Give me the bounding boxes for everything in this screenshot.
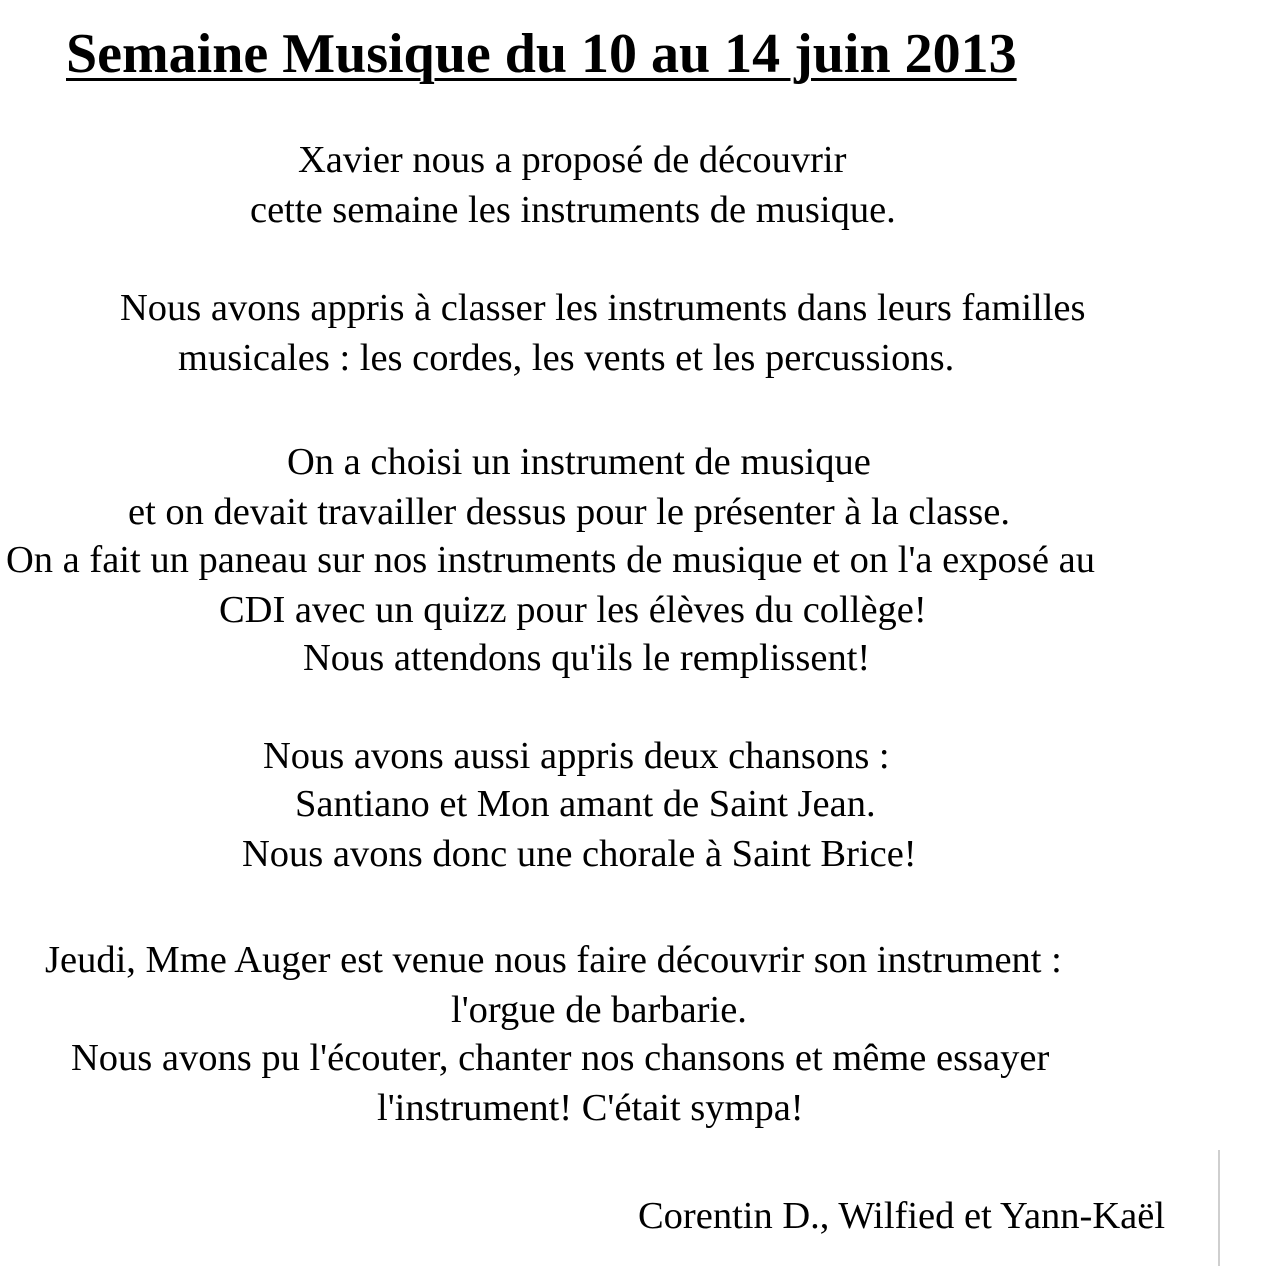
- paragraph-3-line-3: On a fait un paneau sur nos instruments de musique et on l'a exposé au: [6, 539, 1095, 581]
- paragraph-5-line-4: l'instrument! C'était sympa!: [377, 1087, 804, 1129]
- paragraph-1-line-1: Xavier nous a proposé de découvrir: [298, 139, 847, 181]
- paragraph-3-line-5: Nous attendons qu'ils le remplissent!: [303, 637, 871, 679]
- paragraph-3-line-1: On a choisi un instrument de musique: [287, 441, 871, 483]
- paragraph-5-line-2: l'orgue de barbarie.: [451, 989, 747, 1031]
- paragraph-2-line-1: Nous avons appris à classer les instruments dans leurs familles: [120, 287, 1086, 329]
- right-edge-divider: [1218, 1150, 1220, 1266]
- paragraph-3-line-2: et on devait travailler dessus pour le présenter à la classe.: [128, 491, 1010, 533]
- document-title: Semaine Musique du 10 au 14 juin 2013: [66, 23, 1017, 85]
- paragraph-5-line-1: Jeudi, Mme Auger est venue nous faire découvrir son instrument :: [45, 939, 1062, 981]
- paragraph-5-line-3: Nous avons pu l'écouter, chanter nos chansons et même essayer: [71, 1037, 1050, 1079]
- signature: Corentin D., Wilfied et Yann-Kaël: [638, 1195, 1166, 1237]
- paragraph-4-line-3: Nous avons donc une chorale à Saint Brice!: [242, 833, 917, 875]
- paragraph-2-line-2: musicales : les cordes, les vents et les percussions.: [178, 337, 955, 379]
- paragraph-1-line-2: cette semaine les instruments de musique.: [250, 189, 896, 231]
- paragraph-4-line-1: Nous avons aussi appris deux chansons :: [263, 735, 890, 777]
- paragraph-3-line-4: CDI avec un quizz pour les élèves du collège!: [219, 589, 927, 631]
- paragraph-4-line-2: Santiano et Mon amant de Saint Jean.: [295, 783, 876, 825]
